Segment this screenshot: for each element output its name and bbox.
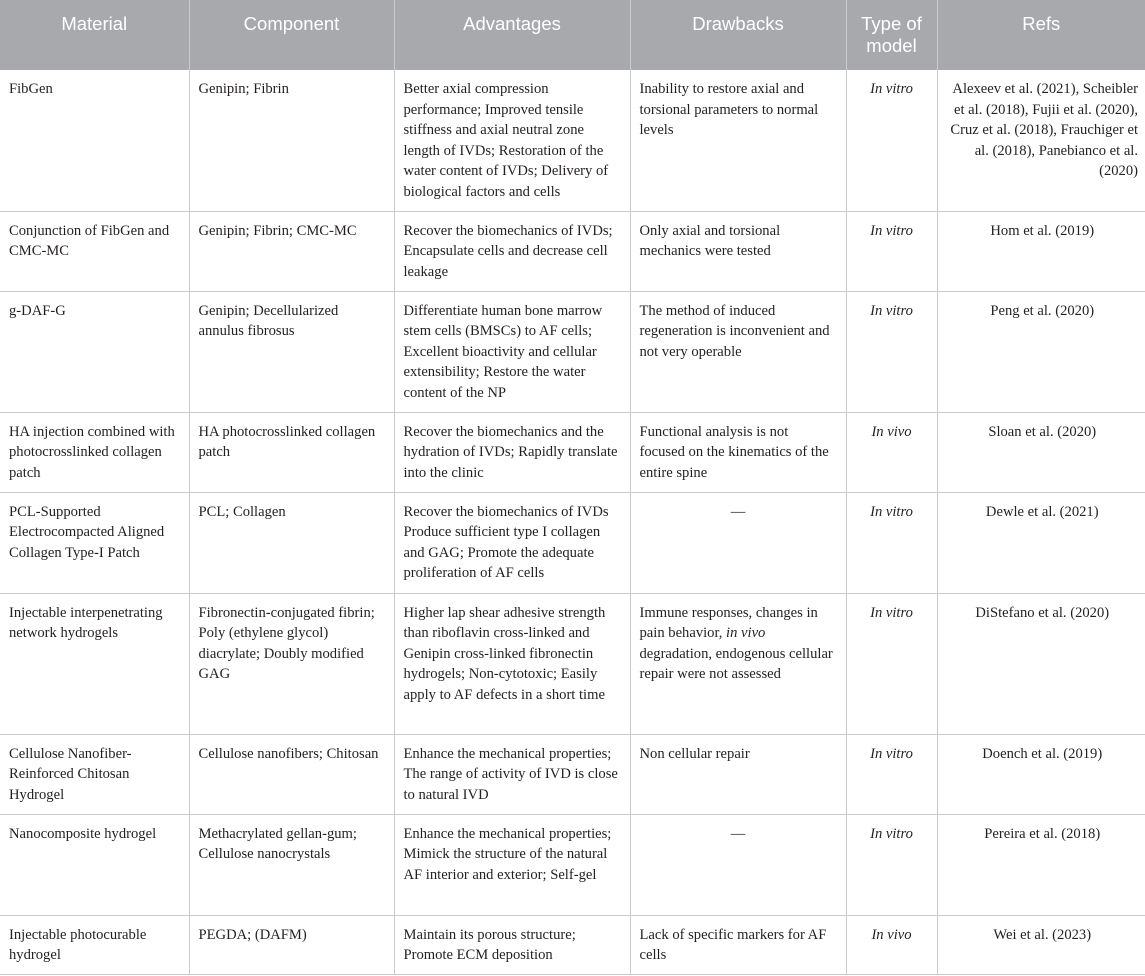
- table-header: [0, 0, 1145, 70]
- cell-component: PEGDA; (DAFM): [189, 915, 394, 974]
- cell-drawbacks: Only axial and torsional mechanics were tested: [630, 211, 846, 291]
- cell-model: In vitro: [846, 593, 937, 734]
- cell-refs: Peng et al. (2020): [937, 291, 1145, 412]
- header-row: [0, 0, 1145, 70]
- cell-component: Fibronectin-conjugated fibrin; Poly (ethylene glycol) diacrylate; Doubly modified GAG: [189, 593, 394, 734]
- cell-drawbacks: Non cellular repair: [630, 734, 846, 814]
- cell-model: In vitro: [846, 492, 937, 593]
- cell-drawbacks: Inability to restore axial and torsional parameters to normal levels: [630, 70, 846, 211]
- cell-refs: Hom et al. (2019): [937, 211, 1145, 291]
- cell-advantages: Recover the biomechanics of IVDs Produce sufficient type I collagen and GAG; Promote the adequate proliferation of AF cells: [394, 492, 630, 593]
- cell-component: PCL; Collagen: [189, 492, 394, 593]
- cell-advantages: Enhance the mechanical properties; The range of activity of IVD is close to natural IVD: [394, 734, 630, 814]
- cell-model: In vitro: [846, 70, 937, 211]
- cell-advantages: Higher lap shear adhesive strength than riboflavin cross-linked and Genipin cross-linked fibronectin hydrogels; Non-cytotoxic; Easily apply to AF defects in a short time: [394, 593, 630, 734]
- cell-model: In vivo: [846, 915, 937, 974]
- header-refs: Refs: [937, 0, 1145, 70]
- cell-material: HA injection combined with photocrosslinked collagen patch: [0, 412, 189, 492]
- cell-component: Cellulose nanofibers; Chitosan: [189, 734, 394, 814]
- cell-advantages: Maintain its porous structure; Promote ECM deposition: [394, 915, 630, 974]
- table-row: [0, 492, 1145, 593]
- drawbacks-text-post: degradation, endogenous cellular repair were not assessed: [639, 645, 833, 682]
- cell-material: Injectable photocurable hydrogel: [0, 915, 189, 974]
- cell-material: Cellulose Nanofiber-Reinforced Chitosan Hydrogel: [0, 734, 189, 814]
- header-drawbacks: Drawbacks: [630, 0, 846, 70]
- cell-drawbacks: The method of induced regeneration is inconvenient and not very operable: [630, 291, 846, 412]
- cell-refs: Sloan et al. (2020): [937, 412, 1145, 492]
- table-row: [0, 412, 1145, 492]
- cell-refs: Doench et al. (2019): [937, 734, 1145, 814]
- header-type-of-model: Type of model: [846, 0, 937, 70]
- cell-model: In vitro: [846, 211, 937, 291]
- header-material: Material: [0, 0, 189, 70]
- header-advantages: Advantages: [394, 0, 630, 70]
- cell-material: Injectable interpenetrating network hydrogels: [0, 593, 189, 734]
- cell-refs: DiStefano et al. (2020): [937, 593, 1145, 734]
- cell-model: In vitro: [846, 734, 937, 814]
- cell-advantages: Recover the biomechanics and the hydration of IVDs; Rapidly translate into the clinic: [394, 412, 630, 492]
- table-row: [0, 734, 1145, 814]
- cell-drawbacks: —: [630, 492, 846, 593]
- cell-material: Nanocomposite hydrogel: [0, 814, 189, 915]
- cell-advantages: Recover the biomechanics of IVDs; Encapsulate cells and decrease cell leakage: [394, 211, 630, 291]
- drawbacks-text-pre: Immune responses, changes in pain behavior,: [639, 604, 818, 641]
- table-row: [0, 915, 1145, 974]
- cell-drawbacks: —: [630, 814, 846, 915]
- table-row: [0, 211, 1145, 291]
- table-row: [0, 70, 1145, 211]
- cell-refs: Pereira et al. (2018): [937, 814, 1145, 915]
- cell-model: In vitro: [846, 291, 937, 412]
- table-body: [0, 70, 1145, 974]
- cell-component: HA photocrosslinked collagen patch: [189, 412, 394, 492]
- cell-advantages: Enhance the mechanical properties; Mimick the structure of the natural AF interior and exterior; Self-gel: [394, 814, 630, 915]
- cell-refs: Dewle et al. (2021): [937, 492, 1145, 593]
- cell-refs: Wei et al. (2023): [937, 915, 1145, 974]
- table-row: [0, 291, 1145, 412]
- drawbacks-text-italic: in vivo: [726, 625, 766, 641]
- cell-component: Genipin; Fibrin: [189, 70, 394, 211]
- table-row: [0, 593, 1145, 734]
- cell-model: In vitro: [846, 814, 937, 915]
- cell-drawbacks: Lack of specific markers for AF cells: [630, 915, 846, 974]
- cell-advantages: Better axial compression performance; Improved tensile stiffness and axial neutral zone length of IVDs; Restoration of the water content of IVDs; Delivery of biological factors and cells: [394, 70, 630, 211]
- cell-material: g-DAF-G: [0, 291, 189, 412]
- cell-component: Genipin; Fibrin; CMC-MC: [189, 211, 394, 291]
- cell-material: FibGen: [0, 70, 189, 211]
- cell-material: PCL-Supported Electrocompacted Aligned Collagen Type-I Patch: [0, 492, 189, 593]
- cell-component: Genipin; Decellularized annulus fibrosus: [189, 291, 394, 412]
- cell-drawbacks: [630, 593, 846, 734]
- cell-advantages: Differentiate human bone marrow stem cells (BMSCs) to AF cells; Excellent bioactivity and cellular extensibility; Restore the water content of the NP: [394, 291, 630, 412]
- table-row: [0, 814, 1145, 915]
- cell-model: In vivo: [846, 412, 937, 492]
- cell-material: Conjunction of FibGen and CMC-MC: [0, 211, 189, 291]
- cell-drawbacks: Functional analysis is not focused on the kinematics of the entire spine: [630, 412, 846, 492]
- cell-component: Methacrylated gellan-gum; Cellulose nanocrystals: [189, 814, 394, 915]
- cell-refs: Alexeev et al. (2021), Scheibler et al. (2018), Fujii et al. (2020), Cruz et al. (2018), Frauchiger et al. (2018), Panebianco et al. (2020): [937, 70, 1145, 211]
- header-component: Component: [189, 0, 394, 70]
